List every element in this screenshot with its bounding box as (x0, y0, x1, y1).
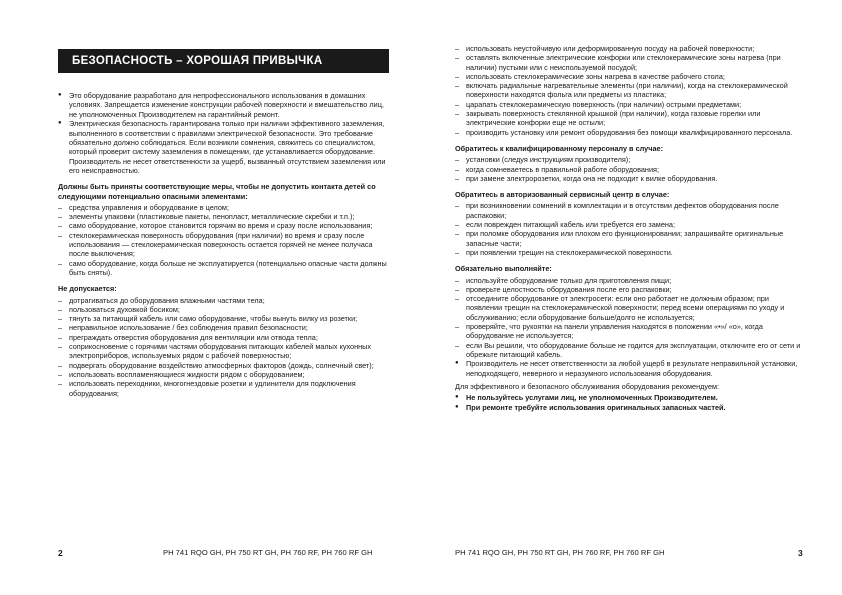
prohibited-item: – неправильное использование / без соблюдения правил безопасности; (58, 323, 390, 332)
recommend-bullet: ● При ремонте требуйте использования оригинальных запасных частей. (455, 403, 807, 412)
measures-heading: Должны быть приняты соответствующие меры, чтобы не допустить контакта детей со следующими потенциально опасными элементами: (58, 182, 376, 201)
recommend-bullet: ● Не пользуйтесь услугами лиц, не уполномоченных Производителем. (455, 393, 807, 402)
prohibited-item: – царапать стеклокерамическую поверхность (при наличии) острыми предметами; (455, 100, 807, 109)
qualified-heading: Обратитесь к квалифицированному персоналу в случае: (455, 143, 664, 153)
footer-models-left: PH 741 RQO GH, PH 750 RT GH, PH 760 RF, PH 760 RF GH (163, 548, 373, 557)
liability-bullet: ● Производитель не несет ответственности за любой ущерб в результате неправильной установки, неподходящего, неверного и неразумного использования оборудования. (455, 359, 807, 378)
footer-models-right: PH 741 RQO GH, PH 750 RT GH, PH 760 RF, PH 760 RF GH (455, 548, 665, 557)
measures-item: – средства управления и оборудование в целом; (58, 203, 390, 212)
mandatory-item: – проверьте целостность оборудования после его распаковки; (455, 285, 807, 294)
intro-bullet: ● Это оборудование разработано для непрофессионального использования в домашних условиях. Запрещается изменение конструкции рабочей поверхности и вмешательство лиц, не уполномоченных Производителем на гарантийный ремонт. (58, 91, 390, 119)
qualified-item: – установки (следуя инструкциям производителя); (455, 155, 807, 164)
prohibited-item: – включать радиальные нагревательные элементы (при наличии), когда на стеклокерамической поверхности находятся фольга или предметы из пластика; (455, 81, 807, 100)
service-item: – если поврежден питающий кабель или требуется его замена; (455, 220, 807, 229)
prohibited-item: – использовать переходники, многогнездовые розетки и удлинители для подключения оборудования; (58, 379, 390, 398)
mandatory-item: – отсоедините оборудование от электросети: если оно работает не должным образом; при появлении трещин на стеклокерамической поверхности; перед всеми операциями по уходу и обслуживанию; если оборудование больше/долго не используется; (455, 294, 807, 322)
measures-item: – стеклокерамическая поверхность оборудования (при наличии) во время и сразу после использования — стеклокерамическая поверхность остается горячей не менее получаса после выключения; (58, 231, 390, 259)
measures-item: – само оборудование, которое становится горячим во время и сразу после использования; (58, 221, 390, 230)
mandatory-item: – если Вы решили, что оборудование больше не годится для эксплуатации, отключите его от сети и обрежьте питающий кабель. (455, 341, 807, 360)
recommend-text: Для эффективного и безопасного обслуживания оборудования рекомендуем: (455, 382, 720, 392)
mandatory-item: – проверяйте, что рукоятки на панели управления находятся в положении «•»/ «o», когда оборудование не используется; (455, 322, 807, 341)
section-banner: БЕЗОПАСНОСТЬ – ХОРОШАЯ ПРИВЫЧКА (58, 49, 389, 73)
right-column (455, 44, 807, 413)
service-item: – при возникновении сомнений в комплектации и в отсутствии дефектов оборудования после распаковки; (455, 201, 807, 220)
measures-item: – элементы упаковки (пластиковые пакеты, пенопласт, металлические скребки и т.п.); (58, 212, 390, 221)
measures-item: – само оборудование, когда больше не эксплуатируется (потенциально опасные части должны быть сняты). (58, 259, 390, 278)
service-heading: Обратитесь в авторизованный сервисный центр в случае: (455, 190, 670, 200)
prohibited-item: – тянуть за питающий кабель или само оборудование, чтобы вынуть вилку из розетки; (58, 314, 390, 323)
page-number-right: 3 (798, 548, 803, 558)
left-column (58, 91, 390, 398)
prohibited-item: – преграждать отверстия оборудования для вентиляции или отвода тепла; (58, 333, 390, 342)
prohibited-item: – использовать стеклокерамические зоны нагрева в качестве рабочего стола; (455, 72, 807, 81)
service-item: – при появлении трещин на стеклокерамической поверхности. (455, 248, 807, 257)
prohibited-item: – дотрагиваться до оборудования влажными частями тела; (58, 296, 390, 305)
qualified-item: – когда сомневаетесь в правильной работе оборудования; (455, 165, 807, 174)
right-page (421, 0, 842, 595)
prohibited-item: – закрывать поверхность стеклянной крышкой (при наличии), когда газовые горелки или электрические конфорки еще не остыли; (455, 109, 807, 128)
prohibited-item: – соприкосновение с горячими частями оборудования питающих кабелей малых кухонных электроприборов, используемых рядом с рабочей поверхностью; (58, 342, 390, 361)
qualified-item: – при замене электророзетки, когда она не подходит к вилке оборудования. (455, 174, 807, 183)
prohibited-item: – подвергать оборудование воздействию атмосферных факторов (дождь, солнечный свет); (58, 361, 390, 370)
prohibited-heading: Не допускается: (58, 284, 117, 294)
mandatory-item: – используйте оборудование только для приготовления пищи; (455, 276, 807, 285)
intro-bullet: ● Электрическая безопасность гарантирована только при наличии эффективного заземления, выполненного в соответствии с правилами электрической безопасности. Это требование обязательно должно соблюдаться. Если возникли сомнения, свяжитесь со специалистом, который проверит систему заземления в помещении, где устанавливается оборудование. Производитель не несет ответственности за ущерб, вызванный отсутствием заземления или его неисправностью. (58, 119, 390, 175)
service-item: – при поломке оборудования или плохом его функционировании; запрашивайте оригинальные запасные части; (455, 229, 807, 248)
prohibited-item: – оставлять включенные электрические конфорки или стеклокерамические зоны нагрева (при наличии) пустыми или с неиспользуемой посудой; (455, 53, 807, 72)
page-number-left: 2 (58, 548, 63, 558)
mandatory-heading: Обязательно выполняйте: (455, 264, 552, 274)
prohibited-item: – пользоваться духовкой босиком; (58, 305, 390, 314)
prohibited-item: – производить установку или ремонт оборудования без помощи квалифицированного персонала. (455, 128, 807, 137)
prohibited-item: – использовать неустойчивую или деформированную посуду на рабочей поверхности; (455, 44, 807, 53)
prohibited-item: – использовать воспламеняющиеся жидкости рядом с оборудованием; (58, 370, 390, 379)
